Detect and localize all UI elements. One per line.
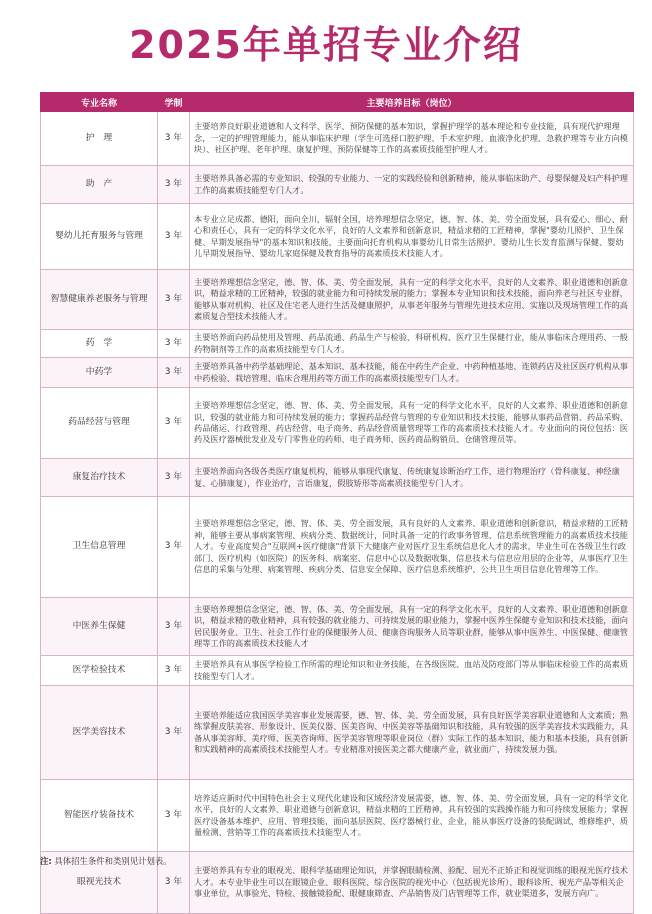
major-goal: 培养适应新时代中国特色社会主义现代化建设和区域经济发展需要，德、智、体、美、劳全面发展，具有一定的科学文化水平，良好的人文素养、职业道德与创新意识，精益求精的工匠精神，具有较强的实践操作能力和可持续发展能力；掌握医疗设备基本维护、应用、管理技能，面向基层医院、医疗器械行业、企业，能从事医疗设备的装配调试、维修维护、质量检测、营销等工作的高素质技术技能型人才。 bbox=[190, 780, 634, 852]
major-years: 3 年 bbox=[158, 459, 190, 497]
major-name: 康复治疗技术 bbox=[41, 459, 158, 497]
table-header bbox=[41, 93, 634, 112]
footnote-label: 注: bbox=[40, 856, 52, 866]
header-years: 学制 bbox=[158, 93, 190, 112]
table-row bbox=[41, 497, 634, 598]
major-years: 3 年 bbox=[158, 358, 190, 388]
major-name: 医学检验技术 bbox=[41, 656, 158, 686]
page-title: 2025年单招专业介绍 bbox=[129, 23, 523, 67]
table-row bbox=[41, 388, 634, 459]
table-row bbox=[41, 459, 634, 497]
major-name: 眼视光技术 bbox=[41, 852, 158, 914]
table-row bbox=[41, 330, 634, 358]
major-name: 智慧健康养老服务与管理 bbox=[41, 270, 158, 330]
header-major: 专业名称 bbox=[41, 93, 158, 112]
major-years: 3 年 bbox=[158, 656, 190, 686]
table-row bbox=[41, 166, 634, 204]
major-years: 3 年 bbox=[158, 204, 190, 270]
major-name: 中医养生保健 bbox=[41, 598, 158, 656]
major-name: 护 理 bbox=[41, 112, 158, 166]
major-years: 3 年 bbox=[158, 852, 190, 914]
major-name: 中药学 bbox=[41, 358, 158, 388]
major-years: 3 年 bbox=[158, 497, 190, 598]
table-row bbox=[41, 358, 634, 388]
major-goal: 主要培养理想信念坚定，德、智、体、美、劳全面发展，具有一定的科学文化水平，良好的人文素养、职业道德和创新意识，较强的就业能力和可持续发展的能力；掌握药品经营与管理的专业知识和技术技能，能够从事药品营销、药品采购、药品储运、行政管理、药店经营、电子商务、药品经营质量管理等工作的高素质技术技能人才。专业面向的岗位包括：医药及医疗器械批发业及专门零售业的药师、电子商务师、医药商品购销员、仓储管理员等。 bbox=[190, 388, 634, 459]
major-years: 3 年 bbox=[158, 388, 190, 459]
majors-table bbox=[40, 92, 634, 914]
major-name: 医学美容技术 bbox=[41, 686, 158, 780]
table-row bbox=[41, 780, 634, 852]
major-name: 助 产 bbox=[41, 166, 158, 204]
table-row bbox=[41, 204, 634, 270]
major-years: 3 年 bbox=[158, 780, 190, 852]
header-goal: 主要培养目标（岗位） bbox=[190, 93, 634, 112]
major-goal: 主要培养能适应我国医学美容事业发展需要，德、智、体、美、劳全面发展，具有良好医学美容职业道德和人文素质；熟练掌握皮肤美容、形象设计、医美仪器、医美咨询、中医美容等基础知识和技能，具有较强的医学美容技术实践能力，具备从事美容师、美疗师、医美咨询师、医学美容管理等职业岗位（群）实际工作的基本知识、能力和基本技能，具有创新和实践精神的高素质技术技能型人才。专业精准对接医美之都大健康产业，就业面广，持续发展力强。 bbox=[190, 686, 634, 780]
major-name: 药 学 bbox=[41, 330, 158, 358]
major-goal: 本专业立足成都、德阳，面向全川，辐射全国，培养理想信念坚定，德、智、体、美、劳全面发展，具有爱心、细心、耐心和责任心，具有一定的科学文化水平，良好的人文素养和创新意识，精益求精的工匠精神，掌握"婴幼儿照护、卫生保健、早期发展指导"的基本知识和技能，主要面向托育机构从事婴幼儿日常生活照护、婴幼儿生长发育监测与保健、婴幼儿早期发展指导、婴幼儿家庭保健及教育指导的高素质技术技能人才。 bbox=[190, 204, 634, 270]
footnote bbox=[40, 855, 172, 867]
major-goal: 主要培养面向各级各类医疗康复机构，能够从事现代康复、传统康复诊断治疗工作，进行物理治疗（骨科康复、神经康复、心肺康复），作业治疗，言语康复，假肢矫形等高素质技能型专门人才。 bbox=[190, 459, 634, 497]
major-goal: 主要培养具有专业的眼视光、眼科学基础理论知识，并掌握眼睛检测、验配、屈光不正矫正和视觉训练的眼视光医疗技术人才。本专业毕业生可以在眼镜企业、眼科医院、综合医院的视光中心（包括视光诊所）、眼科诊所、视光产品等相关企事业单位，从事验光、特检、接触镜验配、眼健康筛查、产品销售及门店管理等工作，就业渠道多，发展方向广。 bbox=[190, 852, 634, 914]
major-goal: 主要培养理想信念坚定，德、智、体、美、劳全面发展，具有一定的科学文化水平，良好的人文素养、职业道德和创新意识，精益求精的工匠精神，较强的就业能力和可持续发展的能力；掌握本专业知识和技术技能，面向养老与社区专业群，能够从事对机构、社区及住宅老人进行生活及健康照护，从事老年服务与管理先进技术应用、实施以及现场管理工作的高素质复合型技术技能人才。 bbox=[190, 270, 634, 330]
table-row bbox=[41, 686, 634, 780]
major-years: 3 年 bbox=[158, 330, 190, 358]
major-years: 3 年 bbox=[158, 686, 190, 780]
major-goal: 主要培养良好职业道德和人文科学、医学、预防保健的基本知识，掌握护理学的基本理论和专业技能，具有现代护理理念，一定的护理管理能力，能从事临床护理（学生可选择口腔护理、手术室护理、血液净化护理、急救护理等专业方向模块）、社区护理、老年护理、康复护理、预防保健等工作的高素质技能型护理人才。 bbox=[190, 112, 634, 166]
major-name: 卫生信息管理 bbox=[41, 497, 158, 598]
table-row bbox=[41, 270, 634, 330]
major-goal: 主要培养具备必需的专业知识、较强的专业能力、一定的实践经验和创新精神，能从事临床助产、母婴保健及妇产科护理工作的高素质技能型专门人才。 bbox=[190, 166, 634, 204]
major-goal: 主要培养理想信念坚定，德、智、体、美、劳全面发展，具有一定的科学文化水平，良好的人文素养、职业道德和创新意识，精益求精的敬业精神，具有较强的就业能力、可持续发展的职业能力，掌握中医养生保健专业知识和技术技能，面向居民服务业、卫生、社会工作行业的保健服务人员、健康咨询服务人员等职业群，能够从事中医养生、中医保健、健康管理等工作的高素质技术技能人才 bbox=[190, 598, 634, 656]
major-years: 3 年 bbox=[158, 270, 190, 330]
table-body bbox=[41, 112, 634, 914]
major-goal: 主要培养具备中药学基础理论、基本知识、基本技能，能在中药生产企业、中药种植基地、连锁药店及社区医疗机构从事中药检验、栽培管理、临床合理用药等方面工作的高素质技能型专门人才。 bbox=[190, 358, 634, 388]
major-name: 智能医疗装备技术 bbox=[41, 780, 158, 852]
table-row bbox=[41, 598, 634, 656]
major-goal: 主要培养理想信念坚定，德、智、体、美、劳全面发展，具有良好的人文素养、职业道德和创新意识，精益求精的工匠精神，能够主要从事病案管理、疾病分类、数据统计，同时具备一定的行政事务管理、信息系统管理能力的高素质技术技能人才。专业高度契合"互联网+医疗健康"背景下大健康产业对医疗卫生系统信息化人才的需求，毕业生可在各级卫生行政部门、医疗机构（如医院）的医务科、病案室、信息中心以及数据收集、信息技术与信息应用层的企业等，从事医疗卫生信息的采集与处理、病案管理、疾病分类、信息安全保障、医疗信息系统维护、公共卫生项目信息化管理等工作。 bbox=[190, 497, 634, 598]
major-name: 婴幼儿托育服务与管理 bbox=[41, 204, 158, 270]
major-years: 3 年 bbox=[158, 598, 190, 656]
major-years: 3 年 bbox=[158, 166, 190, 204]
major-goal: 主要培养具有从事医学检验工作所需的理论知识和业务技能，在各级医院、血站及防疫部门等从事临床检验工作的高素质技能型专门人才。 bbox=[190, 656, 634, 686]
table-row bbox=[41, 656, 634, 686]
footnote-text: 具体招生条件和类别见计划表。 bbox=[54, 856, 172, 866]
major-goal: 主要培养面向药品使用及管理、药品流通、药品生产与检验、科研机构、医疗卫生保健行业，能从事临床合理用药、一般药物制剂等工作的高素质技能型专门人才。 bbox=[190, 330, 634, 358]
major-name: 药品经营与管理 bbox=[41, 388, 158, 459]
major-years: 3 年 bbox=[158, 112, 190, 166]
table-row bbox=[41, 112, 634, 166]
